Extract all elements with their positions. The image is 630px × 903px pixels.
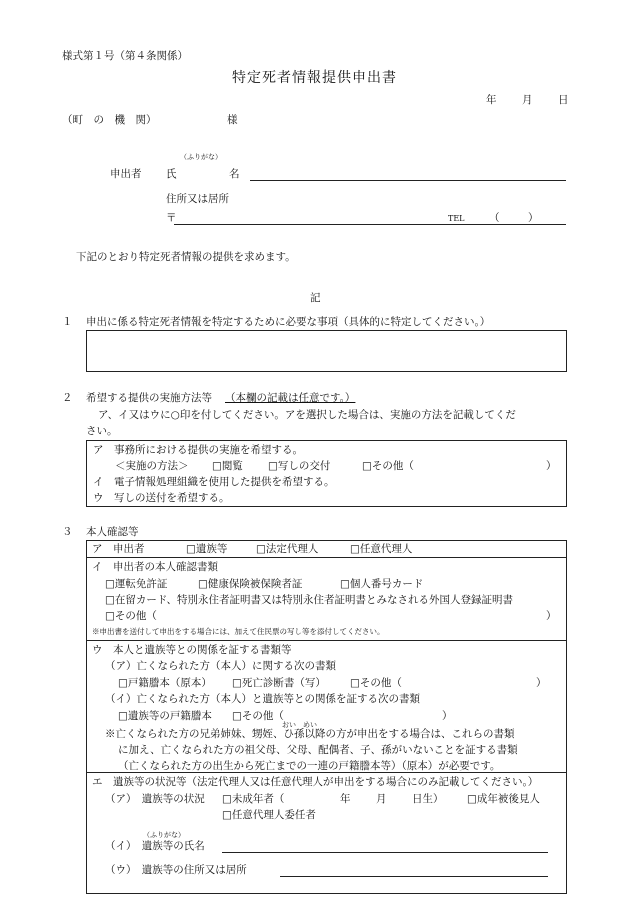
row-u-a-heading: （ア）亡くなられた方（本人）に関する次の書類 [105, 660, 336, 672]
section3-number: ３ [62, 526, 73, 538]
row-u-title: ウ 本人と遺族等との関係を証する書類等 [92, 644, 292, 656]
row-a-bereaved-checkbox[interactable]: □遺族等 [186, 543, 228, 555]
section2-optional-note: （本欄の記載は任意です。） [225, 392, 356, 404]
minor-checkbox[interactable]: □未成年者（ [222, 793, 285, 805]
intro-text: 下記のとおり特定死者情報の提供を求めます。 [76, 251, 296, 263]
tel-paren-open: （ [489, 212, 500, 224]
row-i-other-checkbox[interactable]: □その他（ [105, 610, 157, 622]
section2-heading: 希望する提供の実施方法等 [86, 392, 212, 404]
row-e-i-label: （イ） 遺族等の氏名 [105, 840, 205, 852]
furigana-label: （ふりがな） [180, 153, 222, 161]
method-other-close: ） [546, 460, 557, 472]
row-u-ruby: おい めい [282, 721, 317, 729]
row-u-note-3: （亡くなられた方の出生から死亡までの一連の戸籍謄本等）（原本）が必要です。 [118, 760, 501, 772]
row-a-voluntary-agent-checkbox[interactable]: □任意代理人 [350, 543, 413, 555]
section1-input-box[interactable] [86, 330, 567, 372]
row-i-note: ※申出書を送付して申出をする場合には、加えて住民票の写し等を添付してください。 [92, 627, 385, 636]
row-u-i-other-checkbox[interactable]: □その他（ [232, 710, 284, 722]
row-e-a-label: （ア） 遺族等の状況 [105, 793, 205, 805]
option-a[interactable]: ア 事務所における提供の実施を希望する。 [93, 444, 303, 456]
option-i[interactable]: イ 電子情報処理組織を使用した提供を希望する。 [93, 476, 335, 488]
postal-mark: 〒 [166, 212, 177, 224]
bereaved-address-field[interactable] [280, 876, 548, 877]
residence-card-checkbox[interactable]: □在留カード、特別永住者証明書又は特別永住者証明書とみなされる外国人登録証明書 [105, 594, 513, 606]
date-year-label: 年 [486, 94, 497, 106]
section1-number: １ [62, 316, 73, 328]
section2-instruction-2: さい。 [86, 425, 118, 437]
tel-label: TEL [448, 214, 465, 223]
section1-heading: 申出に係る特定死者情報を特定するために必要な事項（具体的に特定してください。） [86, 316, 491, 328]
section2-instruction-1: ア、イ又はウに○印を付してください。アを選択した場合は、実施の方法を記載してくだ [98, 409, 516, 421]
row-divider [86, 640, 567, 641]
birth-year-label: 年 [340, 793, 351, 805]
row-u-note-2: に加え、亡くなられた方の祖父母、父母、配偶者、子、孫がいないことを証する書類 [118, 744, 518, 756]
birth-day-label: 日生） [412, 793, 444, 805]
section3-heading: 本人確認等 [86, 526, 139, 538]
method-copy-checkbox[interactable]: □写しの交付 [268, 460, 331, 472]
voluntary-principal-checkbox[interactable]: □任意代理人委任者 [222, 809, 316, 821]
addressee-sama: 様 [227, 114, 238, 126]
birth-month-label: 月 [376, 793, 387, 805]
method-other-checkbox[interactable]: □その他（ [362, 460, 414, 472]
row-e-title: エ 遺族等の状況等（法定代理人又は任意代理人が申出をする場合にのみ記載してください。） [92, 776, 539, 788]
bereaved-register-checkbox[interactable]: □遺族等の戸籍謄本 [118, 710, 212, 722]
row-a-label: ア 申出者 [92, 543, 145, 555]
method-label: ＜実施の方法＞ [115, 460, 189, 472]
section2-number: ２ [62, 392, 73, 404]
row-divider [86, 557, 567, 558]
row-u-i-heading: （イ）亡くなられた方（本人）と遺族等との関係を証する次の書類 [105, 693, 420, 705]
applicant-label: 申出者 [110, 168, 142, 180]
address-field[interactable] [174, 224, 566, 225]
row-e-furigana: （ふりがな） [143, 831, 185, 839]
ki-label: 記 [310, 292, 321, 304]
row-u-i-other-close: ） [442, 710, 453, 722]
row-i-other-close: ） [546, 610, 557, 622]
family-register-checkbox[interactable]: □戸籍謄本（原本） [118, 677, 212, 689]
page-title: 特定死者情報提供申出書 [232, 70, 397, 86]
date-month-label: 月 [522, 94, 533, 106]
adult-ward-checkbox[interactable]: □成年被後見人 [467, 793, 540, 805]
bereaved-name-field[interactable] [222, 852, 548, 853]
row-u-a-other-close: ） [536, 677, 547, 689]
my-number-card-checkbox[interactable]: □個人番号カード [340, 578, 424, 590]
name-field[interactable] [250, 180, 566, 181]
row-a-legal-agent-checkbox[interactable]: □法定代理人 [256, 543, 319, 555]
tel-paren-close: ） [528, 212, 539, 224]
row-e-u-label: （ウ） 遺族等の住所又は居所 [105, 864, 247, 876]
row-u-a-other-checkbox[interactable]: □その他（ [350, 677, 402, 689]
addressee: （町 の 機 関） [62, 114, 157, 126]
method-view-checkbox[interactable]: □閲覧 [212, 460, 243, 472]
form-number: 様式第１号（第４条関係） [62, 50, 188, 62]
date-day-label: 日 [558, 94, 569, 106]
name-label-1: 氏 [166, 168, 177, 180]
option-u[interactable]: ウ 写しの送付を希望する。 [93, 492, 230, 504]
death-certificate-checkbox[interactable]: □死亡診断書（写） [232, 677, 326, 689]
row-i-title: イ 申出者の本人確認書類 [92, 561, 218, 573]
drivers-license-checkbox[interactable]: □運転免許証 [105, 578, 168, 590]
address-label: 住所又は居所 [166, 193, 229, 205]
health-insurance-checkbox[interactable]: □健康保険被保険者証 [198, 578, 303, 590]
name-label-2: 名 [229, 168, 240, 180]
row-u-note-1: ※亡くなられた方の兄弟姉妹、甥姪、ひ孫以降の方が申出をする場合は、これらの書類 [105, 728, 515, 740]
